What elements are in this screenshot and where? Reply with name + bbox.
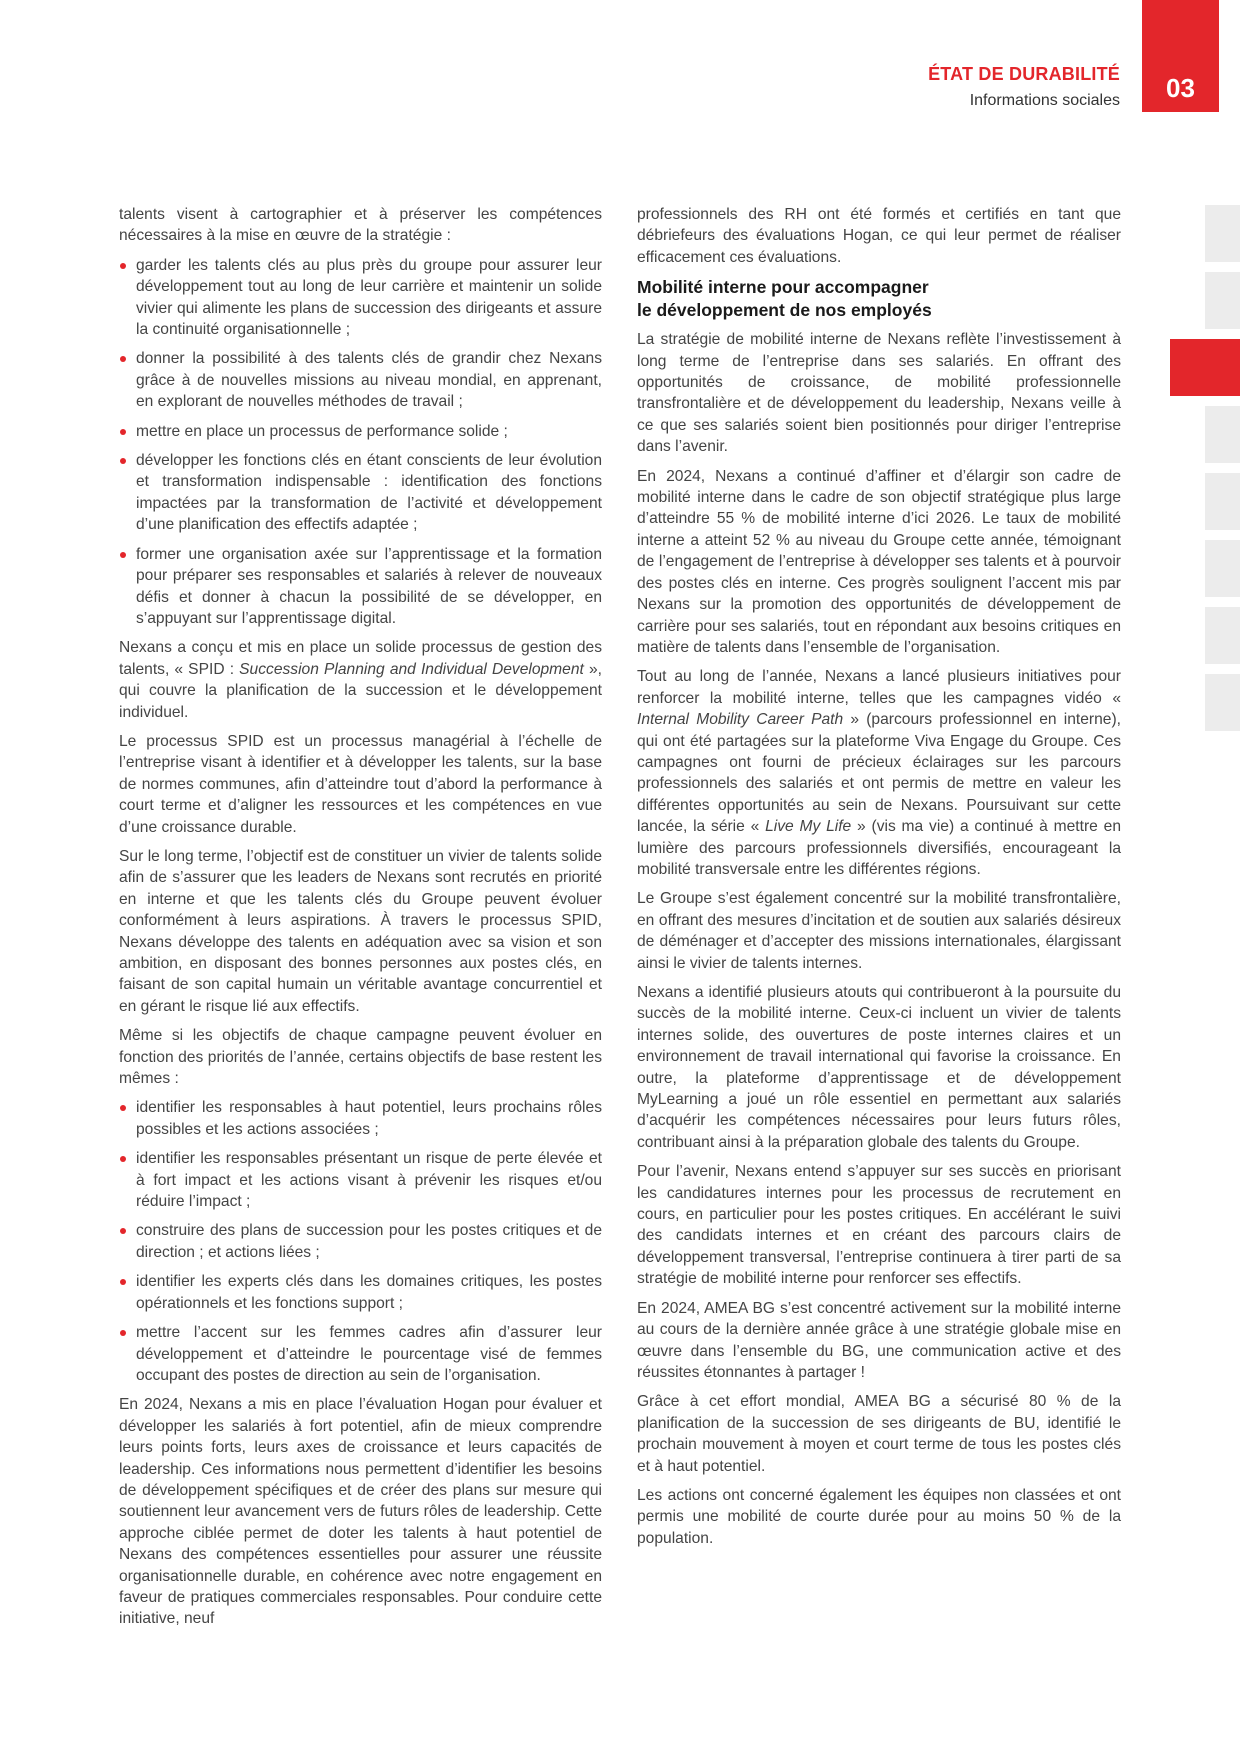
left-column xyxy=(119,204,602,1638)
text: Tout au long de l’année, Nexans a lancé plusieurs initiatives pour renforcer la mobilité interne, telles que les campagnes vidéo « xyxy=(637,668,1121,707)
chapter-badge[interactable]: 03 xyxy=(1142,0,1219,112)
paragraph-spid xyxy=(119,637,602,723)
paragraph: En 2024, AMEA BG s’est concentré activement sur la mobilité interne au cours de la dernière année grâce à une stratégie globale mise en œuvre dans l’ensemble du BG, une communication active et des réussites étonnantes à partager ! xyxy=(637,1299,1121,1381)
paragraph: En 2024, Nexans a continué d’affiner et d’élargir son cadre de mobilité interne dans le cadre de son objectif stratégique plus large d’atteindre 55 % de mobilité interne d’ici 2026. Le taux de mobilité interne a atteint 52 % au niveau du Groupe cette année, témoignant de l’engagement de l’entreprise à développer ses talents et à pourvoir des postes clés en interne. Ces progrès soulignent l’accent mis par Nexans sur la promotion des opportunités de développement de carrière pour ses salariés, tout en répondant aux besoins critiques en matière de talents dans l’ensemble de l’organisation. xyxy=(637,467,1121,656)
side-tab-5[interactable] xyxy=(1205,473,1240,530)
side-tab-7[interactable] xyxy=(1205,607,1240,664)
paragraph: talents visent à cartographier et à préserver les compétences nécessaires à la mise en œuvre de la stratégie : xyxy=(119,206,602,245)
side-tab-1[interactable] xyxy=(1205,205,1240,262)
list-item: identifier les experts clés dans les domaines critiques, les postes opérationnels et les fonctions support ; xyxy=(119,1271,602,1314)
paragraph: Même si les objectifs de chaque campagne peuvent évoluer en fonction des priorités de l’année, certains objectifs de base restent les mêmes : xyxy=(119,1027,602,1088)
italic-text: Succession Planning and Individual Development xyxy=(239,660,584,678)
paragraph: Sur le long terme, l’objectif est de constituer un vivier de talents solide afin de s’assurer que les leaders de Nexans sont recrutés en priorité en interne et que les talents clés du Groupe peuvent évoluer conformément à leurs aspirations. À travers le processus SPID, Nexans développe des talents en adéquation avec sa vision et son ambition, en disposant des bonnes personnes aux postes clés, en faisant de son capital humain un véritable avantage concurrentiel et en gérant le risque lié aux effectifs. xyxy=(119,847,602,1015)
side-tab-4[interactable] xyxy=(1205,406,1240,463)
subsection-title: Informations sociales xyxy=(969,92,1120,109)
paragraph: Le Groupe s’est également concentré sur la mobilité transfrontalière, en offrant des mesures d’incitation et de soutien aux salariés désireux de déménager et d’accepter des missions internationales, élargissant ainsi le vivier de talents internes. xyxy=(637,890,1121,972)
side-tab-6[interactable] xyxy=(1205,540,1240,597)
list-item: identifier les responsables présentant un risque de perte élevée et à fort impact et les actions visant à prévenir les risques et/ou réduire l’impact ; xyxy=(119,1148,602,1212)
side-tab-2[interactable] xyxy=(1205,272,1240,329)
text: », qui couvre la planification de la succession et le développement individuel. xyxy=(119,660,602,721)
italic-text: Internal Mobility Career Path xyxy=(637,711,844,729)
heading-line: le développement de nos employés xyxy=(637,300,932,321)
side-tab-8[interactable] xyxy=(1205,674,1240,731)
list-item: développer les fonctions clés en étant conscients de leur évolution et transformation indispensable : identification des fonctions impactées par la transformation de l’activité et développement d’une planification des effectifs adaptée ; xyxy=(119,450,602,536)
italic-text: Live My Life xyxy=(765,818,852,836)
side-tab-3-active[interactable] xyxy=(1170,339,1240,396)
paragraph: Pour l’avenir, Nexans entend s’appuyer sur ses succès en priorisant les candidatures internes pour les processus de recrutement en cours, en particulier pour les postes critiques. En accélérant le suivi des candidats internes et en créant des parcours clairs de développement transversal, l’entreprise continuera à tirer parti de sa stratégie de mobilité interne pour renforcer ses effectifs. xyxy=(637,1163,1121,1288)
paragraph: La stratégie de mobilité interne de Nexans reflète l’investissement à long terme de l’entreprise dans ses salariés. En offrant des opportunités de croissance, de mobilité professionnelle transfrontalière et de développement du leadership, Nexans veille à ce que ses salariés soient bien positionnés pour diriger l’entreprise dans l’avenir. xyxy=(637,331,1121,456)
section-title: ÉTAT DE DURABILITÉ xyxy=(928,64,1120,84)
text: » (parcours professionnel en interne), qui ont été partagées sur la plateforme Viva Engage du Groupe. Ces campagnes ont fourni de précieux éclairages sur les parcours professionnels des salariés et ont permis de mettre en valeur les différentes opportunités au sein de Nexans. Poursuivant sur cette lancée, la série « xyxy=(637,711,1121,836)
paragraph: professionnels des RH ont été formés et certifiés en tant que débriefeurs des évaluations Hogan, ce qui leur permet de réaliser efficacement ces évaluations. xyxy=(637,206,1121,266)
paragraph: Grâce à cet effort mondial, AMEA BG a sécurisé 80 % de la planification de la succession de ses dirigeants de BU, identifié le prochain mouvement à moyen et court terme de tous les postes clés et à haut potentiel. xyxy=(637,1393,1121,1475)
paragraph: Nexans a identifié plusieurs atouts qui contribueront à la poursuite du succès de la mobilité interne. Ceux-ci incluent un vivier de talents internes solide, des ouvertures de poste internes claires et un environnement de travail international qui favorise la croissance. En outre, la plateforme d’apprentissage et de développement MyLearning a joué un rôle essentiel en permettant aux salariés d’acquérir les compétences nécessaires pour leurs futurs rôles, contribuant ainsi à la préparation globale des talents du Groupe. xyxy=(637,984,1121,1151)
text: » (vis ma vie) a continué à mettre en lumière des parcours professionnels diversifiés, encourageant la mobilité transversale entre les différentes régions. xyxy=(637,818,1121,878)
list-item: identifier les responsables à haut potentiel, leurs prochains rôles possibles et les actions associées ; xyxy=(119,1097,602,1140)
heading-line: Mobilité interne pour accompagner xyxy=(637,277,929,298)
base-objectives-list xyxy=(119,1097,602,1386)
list-item: former une organisation axée sur l’apprentissage et la formation pour préparer ses responsables et salariés à relever de nouveaux défis et donner à chacun la possibilité de se développer, en s’appuyant sur l’apprentissage digital. xyxy=(119,544,602,630)
list-item: mettre l’accent sur les femmes cadres afin d’assurer leur développement et d’atteindre le pourcentage visé de femmes occupant des postes de direction au sein de l’organisation. xyxy=(119,1322,602,1386)
paragraph-initiatives xyxy=(637,666,1121,880)
list-item: garder les talents clés au plus près du groupe pour assurer leur développement tout au long de leur carrière et maintenir un solide vivier qui alimente les plans de succession des dirigeants et assure la continuité organisationnelle ; xyxy=(119,255,602,341)
list-item: donner la possibilité à des talents clés de grandir chez Nexans grâce à de nouvelles missions au niveau mondial, en apprenant, en explorant de nouvelles méthodes de travail ; xyxy=(119,348,602,412)
right-column xyxy=(637,204,1121,1557)
section-heading xyxy=(637,276,1121,322)
paragraph: Les actions ont concerné également les équipes non classées et ont permis une mobilité de courte durée pour au moins 50 % de la population. xyxy=(637,1486,1121,1547)
paragraph: En 2024, Nexans a mis en place l’évaluation Hogan pour évaluer et développer les salariés à fort potentiel, afin de mieux comprendre leurs points forts, leurs axes de croissance et leurs capacités de leadership. Ces informations nous permettent d’identifier les besoins de développement spécifiques et de créer des plans sur mesure qui soutiennent leur avancement vers de futurs rôles de leadership. Cette approche ciblée permet de doter les talents à haut potentiel de Nexans des compétences essentielles pour assurer une réussite organisationnelle durable, en cohérence avec notre engagement en faveur de pratiques commerciales responsables. Pour conduire cette initiative, neuf xyxy=(119,1396,602,1628)
objectives-list xyxy=(119,255,602,630)
list-item: construire des plans de succession pour les postes critiques et de direction ; et actions liées ; xyxy=(119,1220,602,1263)
list-item: mettre en place un processus de performance solide ; xyxy=(119,421,602,442)
paragraph: Le processus SPID est un processus managérial à l’échelle de l’entreprise visant à identifier et à développer les talents, sur la base de normes communes, afin d’atteindre tout d’abord la performance à court terme et d’aligner les ressources et les compétences en vue d’une croissance durable. xyxy=(119,732,602,836)
text: Nexans a conçu et mis en place un solide processus de gestion des talents, « SPID : xyxy=(119,639,602,678)
